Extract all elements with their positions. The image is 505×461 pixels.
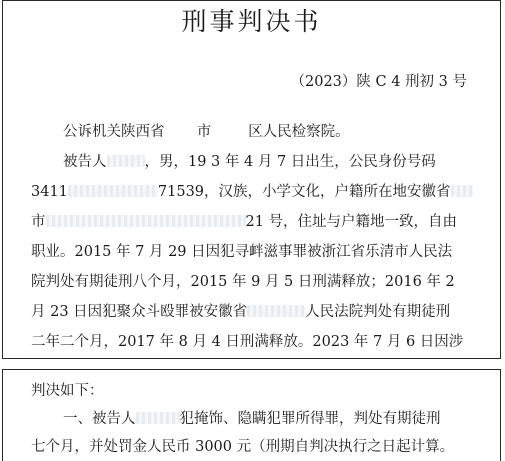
defendant-line-1 <box>63 153 436 171</box>
defendant-line-2 <box>31 183 473 201</box>
record-line-4 <box>31 333 463 351</box>
defendant-line-3 <box>31 213 457 231</box>
verdict-text-1a: 一、被告人 <box>63 411 136 427</box>
city-label: 市 <box>31 214 46 230</box>
id-number-prefix: 3411 <box>31 184 68 200</box>
redacted-court <box>247 305 305 317</box>
verdict-line-2 <box>31 438 454 456</box>
document-page-2 <box>2 369 501 461</box>
record-line-2 <box>31 273 455 291</box>
record-text-3a: 月 23 日因犯聚众斗殴罪被安徽省 <box>31 304 248 320</box>
redacted-id-number <box>68 185 158 197</box>
verdict-text-2: 七个月，并处罚金人民币 3000 元（刑期自判决执行之日起计算。 <box>31 439 455 455</box>
document-title: 刑事判决书 <box>181 7 322 36</box>
prosecution-line <box>63 123 350 141</box>
redacted-place <box>451 185 473 197</box>
record-line-3 <box>31 303 450 321</box>
record-text-2: 院判处有期徒刑八个月，2015 年 9 月 5 日刑满释放；2016 年 2 <box>31 274 455 290</box>
redacted-name <box>107 155 145 167</box>
defendant-label: 被告人 <box>63 154 107 170</box>
verdict-line-1 <box>63 410 441 428</box>
prosecution-text: 公诉机关陕西省 市 区人民检察院。 <box>63 124 350 140</box>
redacted-defendant-name <box>136 412 180 424</box>
defendant-origin-text: 71539，汉族，小学文化，户籍所在地安徽省 <box>157 184 451 200</box>
verdict-text-1b: 犯掩饰、隐瞒犯罪所得罪，判处有期徒刑 <box>179 411 441 427</box>
record-text-1: 职业。2015 年 7 月 29 日因犯寻衅滋事罪被浙江省乐清市人民法 <box>31 244 453 260</box>
record-text-4: 二年二个月，2017 年 8 月 4 日刑满释放。2023 年 7 月 6 日因涉 <box>31 334 464 350</box>
document-page-1 <box>2 0 501 359</box>
record-text-3b: 人民法院判处有期徒刑 <box>305 304 451 320</box>
case-number: （2023）陕 C 4 刑初 3 号 <box>290 74 467 90</box>
redacted-address <box>46 215 246 227</box>
record-line-1 <box>31 243 452 261</box>
address-tail-text: 21 号，住址与户籍地一致，自由 <box>245 214 458 230</box>
judgment-heading: 判决如下： <box>31 383 104 399</box>
defendant-info-text: ，男，19 3 年 4 月 7 日出生，公民身份号码 <box>144 154 436 170</box>
